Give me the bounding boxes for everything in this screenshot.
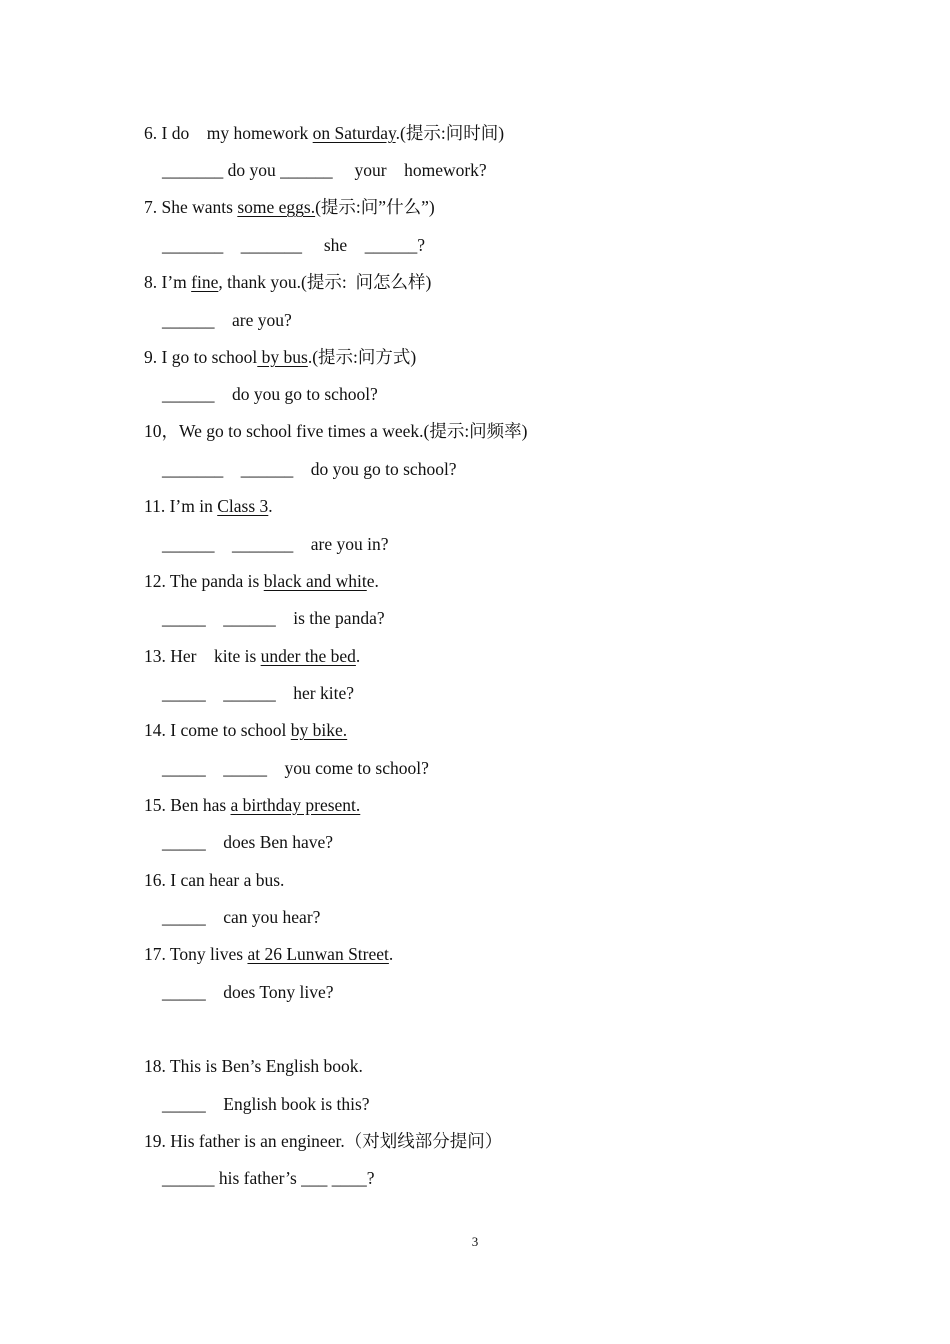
answer-14: _____ _____ you come to school? [162, 758, 429, 778]
question-hint: .(提示:问时间) [395, 123, 505, 143]
question-hint: . [355, 646, 361, 666]
answer-6: _______ do you ______ your homework? [162, 160, 487, 180]
question-text: 12. The panda is [144, 571, 264, 591]
question-text: 19. His father is an engineer.（对划线部分提问） [144, 1131, 503, 1151]
underlined-phrase: Class 3 [217, 496, 269, 516]
answer-13: _____ ______ her kite? [162, 683, 354, 703]
underlined-phrase: black and whit [263, 571, 367, 591]
question-text: 11. I’m in [144, 496, 218, 516]
question-text: 15. Ben has [144, 795, 231, 815]
question-text: 6. I do my homework [144, 123, 313, 143]
question-15 [144, 794, 360, 816]
answer-7: _______ _______ she ______? [162, 235, 425, 255]
answer-16: _____ can you hear? [162, 907, 321, 927]
underlined-phrase: on Saturday [312, 123, 396, 143]
answer-15: _____ does Ben have? [162, 832, 334, 852]
question-8 [144, 271, 431, 293]
answer-18: _____ English book is this? [162, 1094, 370, 1114]
answer-17: _____ does Tony live? [162, 982, 334, 1002]
answer-9: ______ do you go to school? [162, 384, 378, 404]
answer-11: ______ _______ are you in? [162, 534, 389, 554]
question-hint: . [388, 944, 394, 964]
question-text: 9. I go to school [144, 347, 258, 367]
question-text: 7. She wants [144, 197, 238, 217]
question-hint: .(提示:问方式) [307, 347, 417, 367]
question-text: 18. This is Ben’s English book. [144, 1056, 363, 1076]
question-18 [144, 1055, 363, 1077]
question-12 [144, 570, 379, 592]
question-hint: , thank you.(提示: 问怎么样) [218, 272, 432, 292]
underlined-phrase: some eggs. [237, 197, 316, 217]
question-14 [144, 719, 347, 741]
question-13 [144, 645, 360, 667]
question-text: 10，We go to school five times a week.(提示:问频率) [144, 421, 528, 441]
answer-10: _______ ______ do you go to school? [162, 459, 457, 479]
question-19 [144, 1130, 502, 1152]
underlined-phrase: at 26 Lunwan Street [247, 944, 389, 964]
question-hint: . [268, 496, 273, 516]
answer-12: _____ ______ is the panda? [162, 608, 385, 628]
question-text: 17. Tony lives [144, 944, 248, 964]
question-text: 16. I can hear a bus. [144, 870, 285, 890]
question-17 [144, 943, 393, 965]
answer-19: ______ his father’s ___ ____? [162, 1168, 375, 1188]
underlined-phrase: under the bed [260, 646, 356, 666]
question-16 [144, 869, 284, 891]
answer-8: ______ are you? [162, 310, 292, 330]
question-11 [144, 495, 273, 517]
question-6 [144, 122, 504, 144]
question-hint: e. [366, 571, 379, 591]
question-7 [144, 196, 435, 218]
question-10 [144, 420, 528, 442]
question-hint: (提示:问”什么”) [315, 197, 435, 217]
underlined-phrase: a birthday present. [230, 795, 361, 815]
underlined-phrase: fine [191, 272, 219, 292]
question-text: 8. I’m [144, 272, 192, 292]
question-text: 14. I come to school [144, 720, 291, 740]
question-text: 13. Her kite is [144, 646, 261, 666]
underlined-phrase: by bus [257, 347, 308, 367]
question-9 [144, 346, 416, 368]
underlined-phrase: by bike. [290, 720, 348, 740]
page-number: 3 [471, 1234, 479, 1249]
